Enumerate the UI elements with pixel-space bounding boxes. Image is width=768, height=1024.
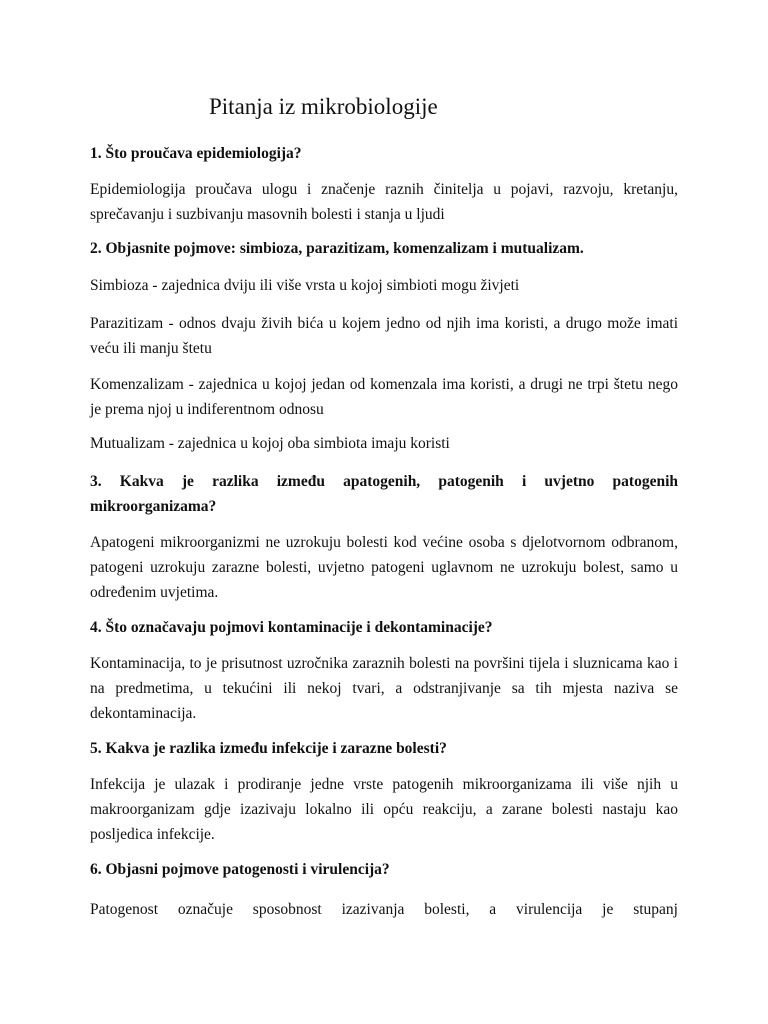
answer-3: Apatogeni mikroorganizmi ne uzrokuju bolesti kod većine osoba s djelotvornom odbranom, patogeni uzrokuju zarazne bolesti, uvjetno patogeni uglavnom ne uzrokuju bolest, samo u određenim uvjetima. [90, 534, 678, 601]
answer-2-mutualism: Mutualizam - zajednica u kojoj oba simbiota imaju koristi [90, 435, 450, 452]
answer-6: Patogenost označuje sposobnost izazivanja bolesti, a virulencija je stupanj [90, 901, 678, 918]
question-2: 2. Objasnite pojmove: simbioza, parazitizam, komenzalizam i mutualizam. [90, 240, 584, 257]
question-4: 4. Što označavaju pojmovi kontaminacije i dekontaminacije? [90, 619, 493, 636]
page-title: Pitanja iz mikrobiologije [209, 94, 438, 119]
question-3: 3. Kakva je razlika između apatogenih, patogenih i uvjetno patogenih mikroorganizama? [90, 473, 678, 515]
question-6: 6. Objasni pojmove patogenosti i virulencija? [90, 861, 390, 878]
answer-5: Infekcija je ulazak i prodiranje jedne vrste patogenih mikroorganizama ili više njih u makroorganizam gdje izazivaju lokalno ili opću reakciju, a zarane bolesti nastaju kao posljedica infekcije. [90, 776, 678, 843]
answer-1: Epidemiologija proučava ulogu i značenje raznih činitelja u pojavi, razvoju, kretanju, sprečavanju i suzbivanju masovnih bolesti i stanja u ljudi [90, 181, 678, 223]
question-1: 1. Što proučava epidemiologija? [90, 145, 302, 162]
question-5: 5. Kakva je razlika između infekcije i zarazne bolesti? [90, 740, 447, 757]
answer-4: Kontaminacija, to je prisutnost uzročnika zaraznih bolesti na površini tijela i sluznicama kao i na predmetima, u tekućini ili nekoj tvari, a odstranjivanje sa tih mjesta naziva se dekontaminacija. [90, 655, 678, 722]
answer-2-commensalism: Komenzalizam - zajednica u kojoj jedan od komenzala ima koristi, a drugi ne trpi štetu nego je prema njoj u indiferentnom odnosu [90, 376, 678, 418]
answer-2-parasitism: Parazitizam - odnos dvaju živih bića u kojem jedno od njih ima koristi, a drugo može imati veću ili manju štetu [90, 315, 678, 357]
answer-2-symbiosis: Simbioza - zajednica dviju ili više vrsta u kojoj simbioti mogu živjeti [90, 277, 520, 294]
